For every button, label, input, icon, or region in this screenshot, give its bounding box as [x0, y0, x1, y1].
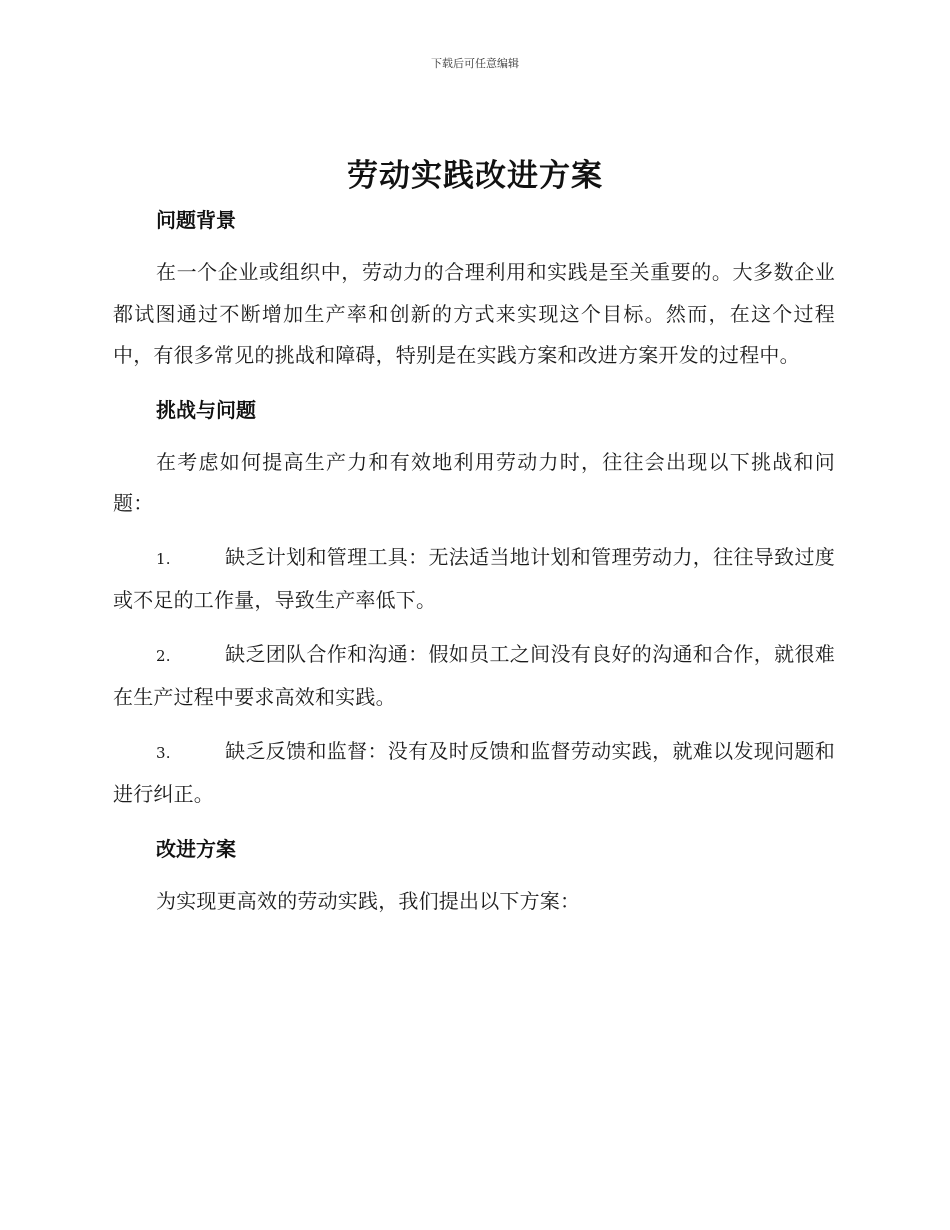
header-note: 下载后可任意编辑 — [431, 57, 519, 70]
list-item-text: 缺乏团队合作和沟通：假如员工之间没有良好的沟通和合作，就很难在生产过程中要求高效和实践。 — [113, 641, 835, 709]
section-heading-background: 问题背景 — [156, 208, 236, 232]
challenges-intro: 在考虑如何提高生产力和有效地利用劳动力时，往往会出现以下挑战和问题： — [113, 449, 835, 515]
document-body — [113, 200, 835, 922]
list-item — [113, 634, 835, 719]
section-heading-challenges: 挑战与问题 — [156, 397, 256, 422]
improvements-intro: 为实现更高效的劳动实践，我们提出以下方案： — [156, 888, 581, 913]
background-paragraph: 在一个企业或组织中，劳动力的合理利用和实践是至关重要的。大多数企业都试图通过不断增加生产率和创新的方式来实现这个目标。然而，在这个过程中，有很多常见的挑战和障碍，特别是在实践方案和改进方案开发的过程中。 — [113, 260, 835, 367]
list-number: 1. — [156, 549, 171, 568]
list-item — [113, 731, 835, 816]
section-heading-improvements: 改进方案 — [156, 836, 236, 861]
list-item-text: 缺乏反馈和监督：没有及时反馈和监督劳动实践，就难以发现问题和进行纠正。 — [113, 738, 835, 806]
list-number: 3. — [156, 743, 171, 762]
list-item-text: 缺乏计划和管理工具：无法适当地计划和管理劳动力，往往导致过度或不足的工作量，导致生产率低下。 — [113, 544, 835, 612]
list-number: 2. — [156, 646, 171, 665]
document-title: 劳动实践改进方案 — [347, 158, 603, 194]
list-item — [113, 537, 835, 622]
